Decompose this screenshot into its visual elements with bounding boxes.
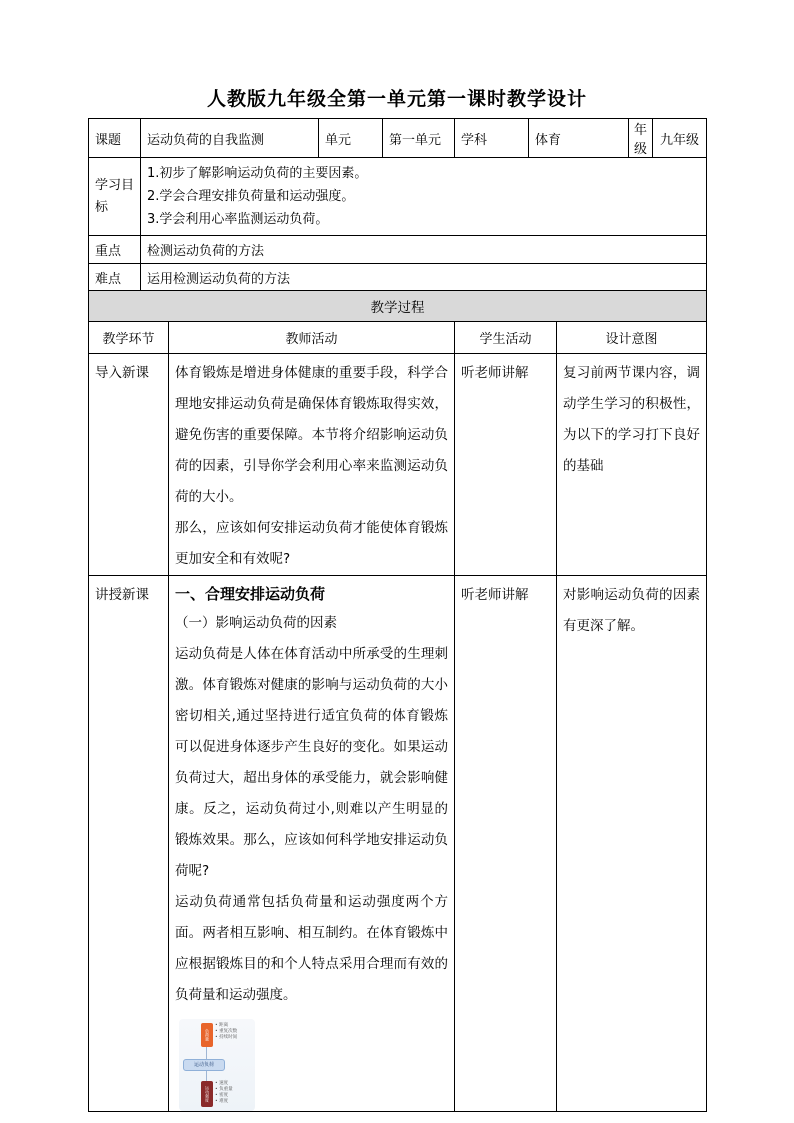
intro-stage: 导入新课 bbox=[89, 354, 169, 576]
unit-label: 单元 bbox=[319, 119, 383, 158]
subject-value: 体育 bbox=[529, 119, 629, 158]
document-title: 人教版九年级全第一单元第一课时教学设计 bbox=[206, 88, 587, 110]
goals-label: 学习目标 bbox=[89, 158, 141, 236]
diagram-bottom-item: • 难度 bbox=[215, 1099, 229, 1104]
lecture-subheading: （一）影响运动负荷的因素 bbox=[175, 615, 337, 631]
diagram-top-item: • 重复次数 bbox=[215, 1029, 238, 1034]
diagram-top-item: • 距离 bbox=[215, 1023, 229, 1028]
diagram-bottom-item: • 速度 bbox=[215, 1081, 229, 1086]
key-point-row bbox=[89, 236, 707, 264]
lecture-student: 听老师讲解 bbox=[455, 576, 557, 1112]
header-intent: 设计意图 bbox=[557, 322, 707, 354]
difficult-point-value: 运用检测运动负荷的方法 bbox=[141, 264, 707, 291]
diagram-center-node: 运动负荷 bbox=[183, 1059, 225, 1071]
lesson-label: 课题 bbox=[89, 119, 141, 158]
grade-value: 九年级 bbox=[653, 119, 707, 158]
lecture-intent: 对影响运动负荷的因素有更深了解。 bbox=[557, 576, 707, 1112]
process-band: 教学过程 bbox=[89, 291, 707, 322]
intro-intent: 复习前两节课内容，调动学生学习的积极性，为以下的学习打下良好的基础 bbox=[557, 354, 707, 576]
key-point-label: 重点 bbox=[89, 236, 141, 264]
diagram-intensity-box: 运动强度 bbox=[201, 1081, 213, 1107]
goal-item: 2.学会合理安排负荷量和运动强度。 bbox=[147, 189, 355, 204]
lesson-value: 运动负荷的自我监测 bbox=[141, 119, 319, 158]
lecture-p2: 运动负荷通常包括负荷量和运动强度两个方面。两者相互影响、相互制约。在体育锻炼中应根据锻炼目的和个人特点采用合理而有效的负荷量和运动强度。 bbox=[175, 894, 449, 1003]
diagram-bottom-item: • 密度 bbox=[215, 1093, 229, 1098]
lecture-heading: 一、合理安排运动负荷 bbox=[175, 585, 326, 603]
header-student: 学生活动 bbox=[455, 322, 557, 354]
header-stage: 教学环节 bbox=[89, 322, 169, 354]
header-teacher: 教师活动 bbox=[169, 322, 455, 354]
goal-item: 3.学会利用心率监测运动负荷。 bbox=[147, 212, 329, 227]
info-row bbox=[89, 119, 707, 158]
intro-teacher bbox=[169, 354, 455, 576]
unit-value: 第一单元 bbox=[383, 119, 455, 158]
intro-row bbox=[89, 354, 707, 576]
diagram-connector bbox=[206, 1070, 207, 1081]
difficult-point-label: 难点 bbox=[89, 264, 141, 291]
goal-item: 1.初步了解影响运动负荷的主要因素。 bbox=[147, 166, 368, 181]
process-header-row bbox=[89, 322, 707, 354]
lecture-row bbox=[89, 576, 707, 1112]
lecture-stage: 讲授新课 bbox=[89, 576, 169, 1112]
diagram-connector bbox=[206, 1047, 207, 1059]
intro-teacher-p2: 那么，应该如何安排运动负荷才能使体育锻炼更加安全和有效呢? bbox=[175, 520, 449, 567]
load-factors-diagram bbox=[179, 1019, 255, 1111]
lesson-plan-table bbox=[88, 118, 707, 1112]
grade-label: 年级 bbox=[629, 119, 653, 158]
lecture-p1: 运动负荷是人体在体育活动中所承受的生理刺激。体育锻炼对健康的影响与运动负荷的大小密切相关,通过坚持进行适宜负荷的体育锻炼可以促进身体逐步产生良好的变化。如果运动负荷过大，超出身体的承受能力，就会影响健康。反之，运动负荷过小,则难以产生明显的锻炼效果。那么，应该如何科学地安排运动负荷呢? bbox=[175, 646, 449, 879]
diagram-bottom-list bbox=[215, 1081, 233, 1105]
diagram-load-volume-box: 负荷量 bbox=[201, 1023, 213, 1047]
subject-label: 学科 bbox=[455, 119, 529, 158]
difficult-point-row bbox=[89, 264, 707, 291]
diagram-top-list bbox=[215, 1023, 237, 1041]
diagram-bottom-item: • 负重量 bbox=[215, 1087, 233, 1092]
intro-student: 听老师讲解 bbox=[455, 354, 557, 576]
intro-teacher-p1: 体育锻炼是增进身体健康的重要手段，科学合理地安排运动负荷是确保体育锻炼取得实效，避免伤害的重要保障。本节将介绍影响运动负荷的因素，引导你学会利用心率来监测运动负荷的大小。 bbox=[175, 365, 449, 505]
lecture-teacher bbox=[169, 576, 455, 1112]
diagram-top-item: • 持续时间 bbox=[215, 1035, 238, 1040]
goals-row bbox=[89, 158, 707, 236]
process-band-row bbox=[89, 291, 707, 322]
key-point-value: 检测运动负荷的方法 bbox=[141, 236, 707, 264]
goals-list bbox=[141, 158, 707, 236]
